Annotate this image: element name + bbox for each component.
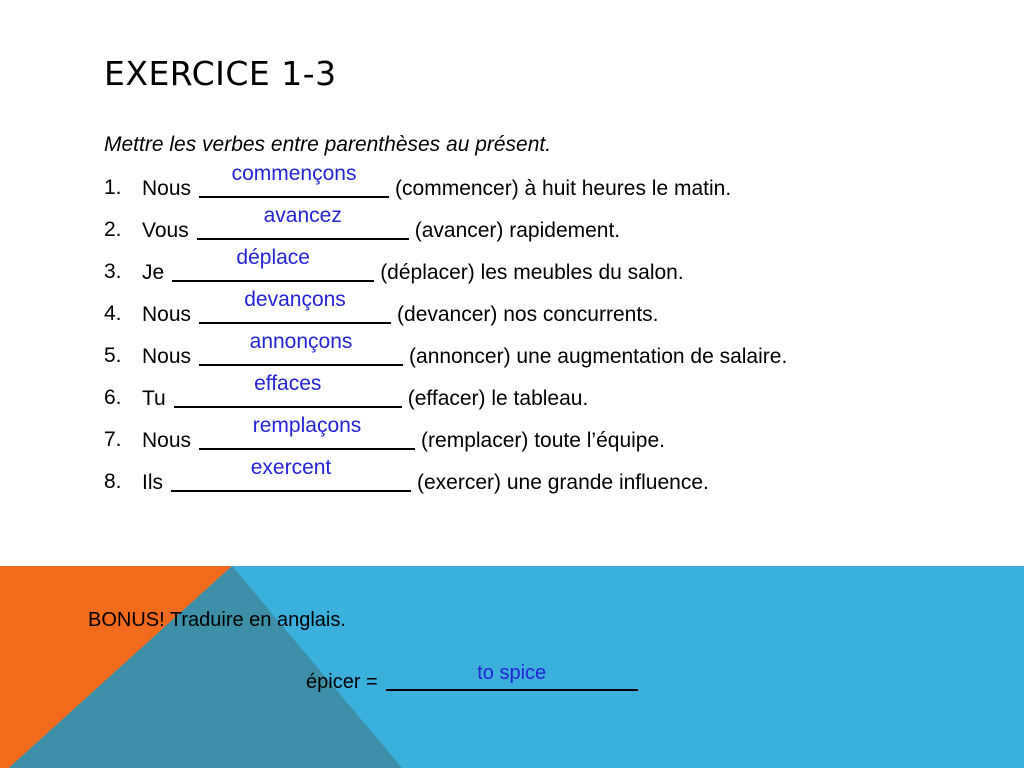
item-rest: (avancer) rapidement. [414,219,621,242]
item-answer: déplace [236,246,310,269]
item-rest: (commencer) à huit heures le matin. [395,177,732,200]
item-number: 2. [104,218,122,241]
list-item [104,456,1004,508]
item-subject: Nous [142,303,192,326]
item-answer: exercent [250,456,332,479]
item-rest: (annoncer) une augmentation de salaire. [409,345,788,368]
item-rest: (exercer) une grande influence. [417,471,709,494]
item-answer: remplaçons [252,414,362,437]
instruction-text: Mettre les verbes entre parenthèses au présent. [104,133,552,156]
item-subject: Nous [142,177,192,200]
item-number: 7. [104,428,122,451]
item-answer: avancez [263,204,342,227]
answer-blank [199,414,415,450]
bonus-question [306,662,644,695]
answer-blank [174,372,402,408]
bonus-answer-blank [386,662,638,691]
item-number: 1. [104,176,122,199]
answer-blank [197,204,409,240]
bonus-label: BONUS! Traduire en anglais. [88,609,346,631]
bonus-answer: to spice [477,662,547,684]
item-subject: Vous [142,219,189,242]
item-rest: (devancer) nos concurrents. [397,303,659,326]
item-number: 8. [104,470,122,493]
answer-blank [171,456,411,492]
item-rest: (effacer) le tableau. [407,387,589,410]
item-answer: commençons [231,162,357,185]
exercise-list [104,162,1004,508]
item-rest: (remplacer) toute l’équipe. [421,429,665,452]
answer-blank [199,162,389,198]
item-number: 6. [104,386,122,409]
item-subject: Nous [142,429,192,452]
item-answer: annonçons [249,330,353,353]
answer-blank [199,330,403,366]
item-subject: Nous [142,345,192,368]
item-number: 3. [104,260,122,283]
item-number: 4. [104,302,122,325]
slide-title: EXERCICE 1-3 [104,54,337,93]
item-subject: Tu [142,387,166,410]
item-answer: devançons [244,288,346,311]
item-number: 5. [104,344,122,367]
item-rest: (déplacer) les meubles du salon. [380,261,684,284]
item-subject: Ils [142,471,163,494]
bonus-prompt: épicer = [306,671,378,693]
item-subject: Je [142,261,165,284]
item-answer: effaces [254,372,322,395]
answer-blank [199,288,391,324]
answer-blank [172,246,374,282]
